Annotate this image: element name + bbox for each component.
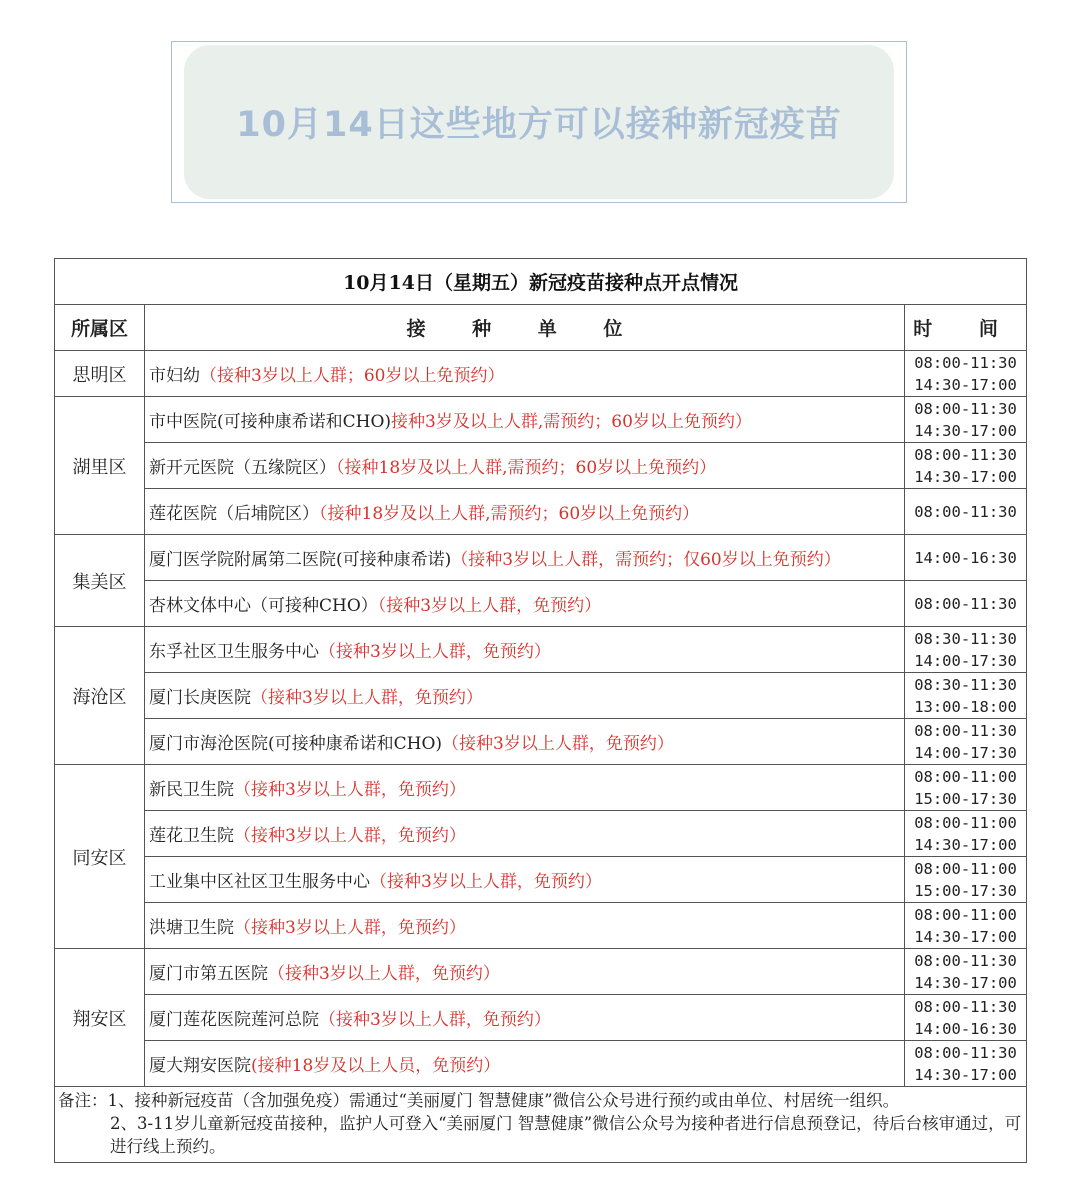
notes-row xyxy=(55,1087,1027,1163)
vaccination-schedule-table xyxy=(54,258,1027,1163)
site-name: 厦门市海沧医院(可接种康希诺和CHO) xyxy=(149,734,443,754)
page-title: 10月14日这些地方可以接种新冠疫苗 xyxy=(236,105,842,145)
site-cell xyxy=(145,581,905,627)
title-banner-inner xyxy=(184,45,894,199)
site-cell xyxy=(145,857,905,903)
note-line: 2、3-11岁儿童新冠疫苗接种，监护人可登入“美丽厦门 智慧健康”微信公众号为接种者进行信息预登记，待后台核审通过，可进行线上预约。 xyxy=(110,1114,1022,1156)
site-name: 厦门长庚医院 xyxy=(149,688,251,708)
time-cell xyxy=(905,903,1027,949)
table-row xyxy=(55,903,1027,949)
site-eligibility-note: （接种3岁以上人群，免预约） xyxy=(251,688,483,708)
time-cell xyxy=(905,719,1027,765)
time-slot: 08:30-11:30 xyxy=(914,675,1017,694)
table-row xyxy=(55,995,1027,1041)
site-name: 厦门市第五医院 xyxy=(149,964,268,984)
time-slot: 08:30-11:30 xyxy=(914,629,1017,648)
table-row xyxy=(55,857,1027,903)
district-cell: 翔安区 xyxy=(55,949,145,1087)
site-name: 新开元医院（五缘院区） xyxy=(149,458,336,478)
time-slot: 08:00-11:30 xyxy=(914,445,1017,464)
time-slot: 14:00-16:30 xyxy=(914,1019,1017,1038)
time-cell xyxy=(905,949,1027,995)
site-name: 莲花医院（后埔院区） xyxy=(149,504,319,524)
table-caption: 10月14日（星期五）新冠疫苗接种点开点情况 xyxy=(55,259,1027,305)
time-cell xyxy=(905,1041,1027,1087)
time-cell xyxy=(905,489,1027,535)
table-row xyxy=(55,673,1027,719)
table-row xyxy=(55,489,1027,535)
site-eligibility-note: （接种3岁以上人群，免预约） xyxy=(234,826,466,846)
site-name: 厦门医学院附属第二医院(可接种康希诺) xyxy=(149,550,452,570)
site-cell xyxy=(145,627,905,673)
time-slot: 08:00-11:00 xyxy=(914,905,1017,924)
time-cell xyxy=(905,811,1027,857)
time-cell xyxy=(905,673,1027,719)
time-slot: 08:00-11:00 xyxy=(914,859,1017,878)
table-row xyxy=(55,765,1027,811)
site-cell xyxy=(145,811,905,857)
notes-cell xyxy=(55,1087,1027,1163)
table-row xyxy=(55,397,1027,443)
site-eligibility-note: （接种18岁及以上人群,需预约；60岁以上免预约） xyxy=(319,504,700,524)
time-slot: 14:30-17:00 xyxy=(914,835,1017,854)
time-slot: 08:00-11:00 xyxy=(914,767,1017,786)
time-cell xyxy=(905,443,1027,489)
table-row xyxy=(55,811,1027,857)
site-name: 洪塘卫生院 xyxy=(149,918,234,938)
table-row xyxy=(55,581,1027,627)
time-cell xyxy=(905,397,1027,443)
table-row xyxy=(55,627,1027,673)
table-row xyxy=(55,443,1027,489)
site-cell xyxy=(145,397,905,443)
time-slot: 14:30-17:00 xyxy=(914,421,1017,440)
site-name: 工业集中区社区卫生服务中心 xyxy=(149,872,370,892)
site-eligibility-note: （接种3岁以上人群，免预约） xyxy=(234,918,466,938)
time-slot: 15:00-17:30 xyxy=(914,881,1017,900)
site-eligibility-note: （接种3岁以上人群，免预约） xyxy=(377,596,602,616)
time-slot: 15:00-17:30 xyxy=(914,789,1017,808)
time-cell xyxy=(905,581,1027,627)
district-cell: 同安区 xyxy=(55,765,145,949)
time-slot: 14:30-17:00 xyxy=(914,927,1017,946)
site-cell xyxy=(145,535,905,581)
site-eligibility-note: （接种3岁以上人群，免预约） xyxy=(234,780,466,800)
site-eligibility-note: （接种3岁以上人群，需预约；仅60岁以上免预约） xyxy=(451,550,841,570)
time-slot: 14:00-17:30 xyxy=(914,743,1017,762)
site-name: 新民卫生院 xyxy=(149,780,234,800)
header-district: 所属区 xyxy=(55,305,145,351)
table-row xyxy=(55,719,1027,765)
time-slot: 14:30-17:00 xyxy=(914,467,1017,486)
time-slot: 13:00-18:00 xyxy=(914,697,1017,716)
site-cell xyxy=(145,1041,905,1087)
time-slot: 14:30-17:00 xyxy=(914,1065,1017,1084)
site-cell xyxy=(145,765,905,811)
time-slot: 08:00-11:30 xyxy=(914,1043,1017,1062)
site-eligibility-note: （接种3岁以上人群；60岁以上免预约） xyxy=(200,366,505,386)
district-cell: 集美区 xyxy=(55,535,145,627)
time-cell xyxy=(905,857,1027,903)
district-cell: 海沧区 xyxy=(55,627,145,765)
time-slot: 08:00-11:30 xyxy=(914,502,1017,521)
site-eligibility-note: （接种3岁以上人群，免预约） xyxy=(268,964,500,984)
time-slot: 08:00-11:30 xyxy=(914,997,1017,1016)
site-eligibility-note: （接种3岁以上人群，免预约） xyxy=(442,734,674,754)
site-eligibility-note: （接种3岁以上人群，免预约） xyxy=(319,1010,551,1030)
district-cell: 思明区 xyxy=(55,351,145,397)
site-eligibility-note: 接种3岁及以上人群,需预约；60岁以上免预约） xyxy=(391,412,752,432)
table-row xyxy=(55,535,1027,581)
site-eligibility-note: （接种3岁以上人群，免预约） xyxy=(370,872,602,892)
time-slot: 14:30-17:00 xyxy=(914,375,1017,394)
site-name: 莲花卫生院 xyxy=(149,826,234,846)
site-cell xyxy=(145,443,905,489)
table-row xyxy=(55,1041,1027,1087)
site-cell xyxy=(145,949,905,995)
site-name: 杏林文体中心（可接种CHO） xyxy=(149,596,378,616)
title-banner xyxy=(171,41,907,203)
site-name: 东孚社区卫生服务中心 xyxy=(149,642,319,662)
header-time: 时 间 xyxy=(905,305,1027,351)
site-cell xyxy=(145,673,905,719)
site-cell xyxy=(145,903,905,949)
site-cell xyxy=(145,995,905,1041)
site-cell xyxy=(145,351,905,397)
time-cell xyxy=(905,351,1027,397)
site-name: 市中医院(可接种康希诺和CHO) xyxy=(149,412,392,432)
time-slot: 14:00-17:30 xyxy=(914,651,1017,670)
time-cell xyxy=(905,995,1027,1041)
table-row xyxy=(55,949,1027,995)
site-name: 市妇幼 xyxy=(149,366,200,386)
site-cell xyxy=(145,719,905,765)
site-eligibility-note: (接种18岁及以上人员，免预约） xyxy=(251,1056,501,1076)
site-eligibility-note: （接种3岁以上人群，免预约） xyxy=(319,642,551,662)
site-name: 厦门莲花医院莲河总院 xyxy=(149,1010,319,1030)
schedule-body xyxy=(55,259,1027,1163)
time-cell xyxy=(905,535,1027,581)
time-cell xyxy=(905,627,1027,673)
table-row xyxy=(55,351,1027,397)
district-cell: 湖里区 xyxy=(55,397,145,535)
site-eligibility-note: （接种18岁及以上人群,需预约；60岁以上免预约） xyxy=(336,458,717,478)
time-slot: 14:00-16:30 xyxy=(914,548,1017,567)
time-slot: 08:00-11:30 xyxy=(914,399,1017,418)
header-unit: 接 种 单 位 xyxy=(145,305,905,351)
time-slot: 08:00-11:30 xyxy=(914,353,1017,372)
site-name: 厦大翔安医院 xyxy=(149,1056,251,1076)
site-cell xyxy=(145,489,905,535)
time-slot: 08:00-11:00 xyxy=(914,813,1017,832)
note-line: 备注：1、接种新冠疫苗（含加强免疫）需通过“美丽厦门 智慧健康”微信公众号进行预约或由单位、村居统一组织。 xyxy=(58,1091,900,1110)
time-slot: 08:00-11:30 xyxy=(914,594,1017,613)
time-slot: 08:00-11:30 xyxy=(914,951,1017,970)
time-slot: 08:00-11:30 xyxy=(914,721,1017,740)
time-cell xyxy=(905,765,1027,811)
time-slot: 14:30-17:00 xyxy=(914,973,1017,992)
